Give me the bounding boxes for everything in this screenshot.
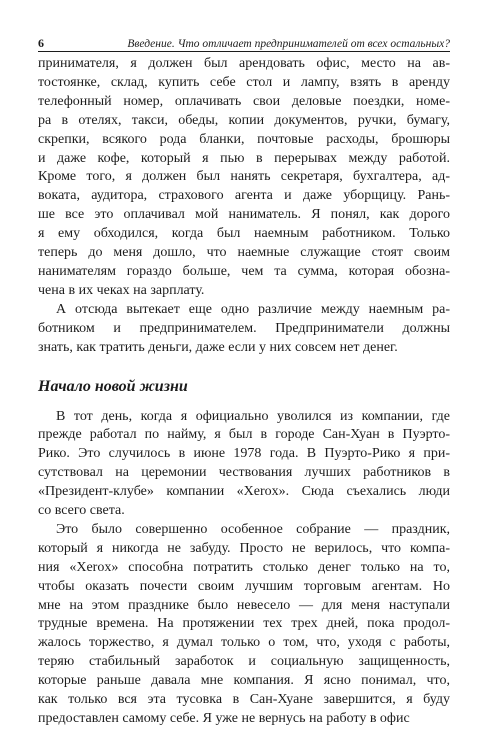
- text-line: который я никогда не забуду. Просто не верилось, что компа-: [38, 540, 450, 556]
- text-line: и даже кофе, который я пью в перерывах между работой.: [38, 150, 450, 166]
- text-line: сутствовал на церемонии чествования лучших работников в: [38, 465, 450, 481]
- text-line: принимателя, я должен был арендовать офис, место на ав-: [38, 56, 450, 71]
- text-line: со всего света.: [38, 503, 125, 519]
- paragraph-3: [38, 408, 450, 521]
- text-line: ра в отелях, такси, обеды, копии документов, ручки, бумагу,: [38, 112, 450, 128]
- text-line: жалось торжество, я думал только о том, что, уходя с работы,: [38, 635, 450, 651]
- text-line: мне на этом празднике было невесело — для меня наступали: [38, 597, 450, 613]
- text-line: А отсюда вытекает еще одно различие между наемным ра-: [56, 301, 450, 317]
- text-line: чтобы оказать почести своим лучшим торговым агентам. Но: [38, 578, 450, 594]
- text-line: предоставлен самому себе. Я уже не вернусь на работу в офис: [38, 711, 410, 726]
- text-line: «Президент-клубе» компании «Xerox». Сюда съехались люди: [38, 484, 450, 500]
- body-text: [38, 55, 450, 729]
- text-line: знать, как тратить деньги, даже если у них совсем нет денег.: [38, 339, 398, 355]
- paragraph-1: [38, 55, 450, 301]
- text-line: В тот день, когда я официально уволился из компании, где: [56, 408, 450, 424]
- text-line: ботником и предпринимателем. Предприниматели должны: [38, 320, 450, 336]
- text-line: Рико. Это случилось в июне 1978 года. В Пуэрто-Рико я при-: [38, 446, 450, 462]
- text-line: как только вся эта тусовка в Сан-Хуане завершится, я буду: [38, 692, 450, 708]
- paragraph-4: [38, 521, 450, 729]
- text-line: я ему обходился, когда был наемным работником. Только: [38, 226, 450, 242]
- text-line: скрепки, всякого рода бланки, почтовые расходы, брошюры: [38, 131, 450, 147]
- paragraph-2: [38, 301, 450, 358]
- text-line: чена в их чеках на зарплату.: [38, 282, 205, 298]
- text-line: теперь до меня дошло, что наемные служащие стоят своим: [38, 245, 450, 261]
- text-line: ния «Xerox» способна потратить столько денег только на то,: [38, 559, 450, 575]
- text-line: Кроме того, я должен был нанять секретаря, бухгалтера, ад-: [38, 169, 450, 185]
- text-line: прежде работал по найму, я был в городе Сан-Хуан в Пуэрто-: [38, 427, 450, 443]
- text-line: Это было совершенно особенное собрание — праздник,: [56, 521, 450, 537]
- running-head: Введение. Что отличает предпринимателей от всех остальных?: [127, 38, 450, 50]
- section-heading: Начало новой жизни: [38, 377, 188, 395]
- text-line: тостоянке, склад, купить себе стол и лампу, взять в аренду: [38, 74, 450, 90]
- text-line: которые раньше давала мне компания. Я ясно понимал, что,: [38, 673, 450, 689]
- text-line: теряю стабильный заработок и социальную защищенность,: [38, 654, 450, 670]
- text-line: трудные времена. На протяжении тех трех дней, пока продол-: [38, 616, 450, 632]
- text-line: ше все это оплачивал мой наниматель. Я понял, как дорого: [38, 207, 450, 223]
- text-line: нанимателям гораздо больше, чем та сумма, которая обозна-: [38, 263, 450, 279]
- text-line: телефонный номер, оплачивать свои деловые поездки, номе-: [38, 93, 450, 109]
- header-divider: [38, 51, 450, 52]
- text-line: воката, аудитора, страхового агента и даже уборщицу. Рань-: [38, 188, 450, 204]
- page-number: 6: [38, 36, 44, 50]
- page-header: [38, 36, 450, 51]
